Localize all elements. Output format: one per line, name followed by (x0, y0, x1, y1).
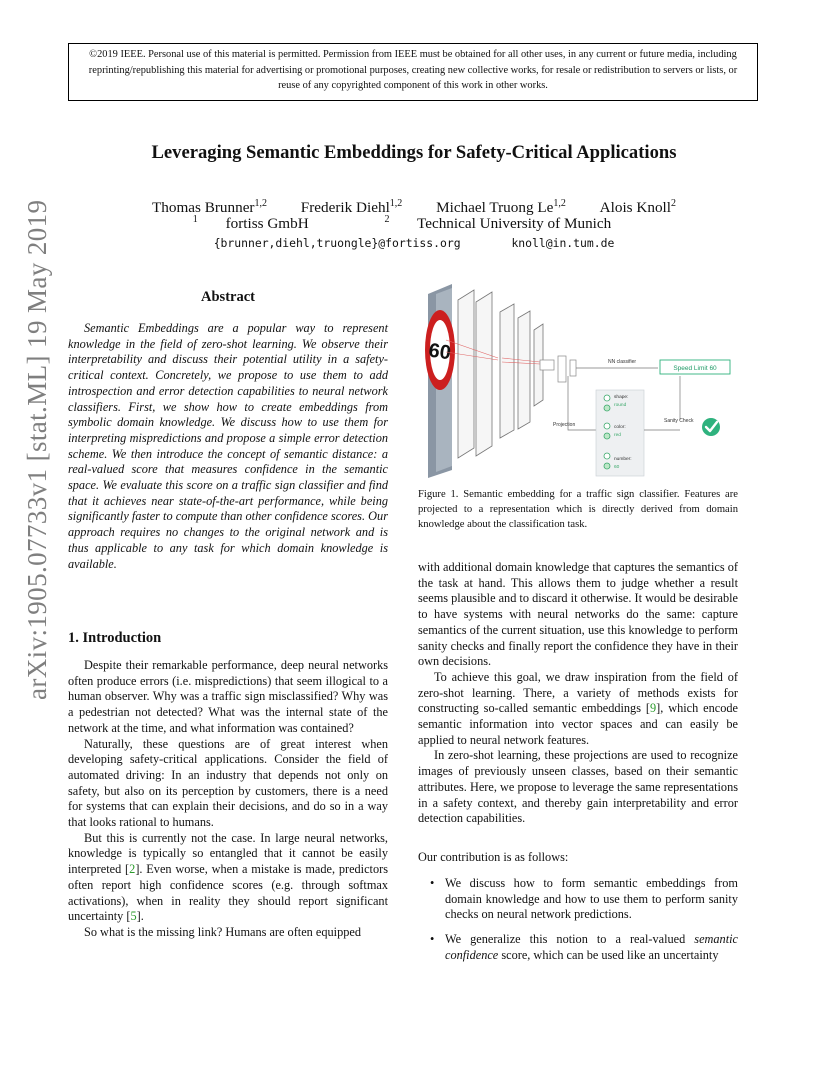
emails (0, 236, 828, 250)
author: Michael Truong Le$^{1,2}$ (436, 198, 566, 217)
paragraph: Despite their remarkable performance, deep neural networks often produce errors (i.e. mispredictions) that seem illogical to a human observer. Why was a traffic sign misclassified? Why was a pedestrian not detected? What was the internal state of the network at the time, and what information was contained? (68, 658, 388, 735)
figure-caption: Figure 1. Semantic embedding for a traffic sign classifier. Features are projected to a representation which is directly derived from domain knowledge about the classification task. (418, 489, 738, 530)
attr-value: round (614, 403, 627, 408)
attr-key: color: (614, 425, 626, 430)
figure-1-diagram (418, 280, 738, 480)
introduction (68, 658, 388, 941)
copyright-notice: ©2019 IEEE. Personal use of this material is permitted. Permission from IEEE must be obtained for all other uses, in any current or future media, including reprinting/republishing this material for advertising or promotional purposes, creating new collective works, for resale or redistribution to servers or lists, or reuse of any copyrighted component of this work in other works. (68, 43, 758, 101)
attr-value: 60 (614, 465, 620, 470)
attr-key: number: (614, 457, 632, 462)
abstract-text: Semantic Embeddings are a popular way to represent knowledge in the field of zero-shot learning. We observe their interpretability and discuss their potential utility in a safety-critical context. Concretely, we propose to use them to add introspection and error detection capabilities to neural network classifiers. First, we show how to create embeddings from symbolic domain knowledge. We discuss how to use them for interpreting mispredictions and propose a simple error detection scheme. We then introduce the concept of semantic distance: a real-valued score that measures confidence in the semantic space. We evaluate this score on a traffic sign classifier and find that it achieves near state-of-the-art performance, while being significantly faster to compute than other confidence scores. Our approach requires no changes to the original network and is thus applicable to any task for which domain knowledge is available. (68, 321, 388, 571)
paragraph: To achieve this goal, we draw inspiration from the field of zero-shot learning. There, a variety of methods exists for constructing so-called semantic embeddings [9], which encode semantic information into vector spaces and can easily be applied to neural network features. (418, 669, 738, 747)
paper-title: Leveraging Semantic Embeddings for Safety-Critical Applications (151, 142, 677, 163)
author: Alois Knoll$^2$ (599, 198, 676, 217)
bullet-icon: • (430, 876, 435, 890)
attr-key: shape: (614, 395, 629, 400)
affiliation: $^1$ fortiss GmbH (192, 214, 309, 233)
conv-layers (458, 290, 543, 458)
author: Frederik Diehl$^{1,2}$ (300, 198, 403, 217)
fc-layer (540, 356, 576, 382)
citation-link[interactable]: 9 (650, 701, 657, 716)
paragraph: So what is the missing link? Humans are often equipped (84, 924, 361, 939)
citation-link[interactable]: 2 (129, 862, 136, 877)
email: {brunner,diehl,truongle}@fortiss.org (213, 236, 461, 250)
contribution-list (418, 876, 738, 973)
author: Thomas Brunner$^{1,2}$ (152, 198, 267, 217)
paragraph: But this is currently not the case. In large neural networks, knowledge is typically so entangled that it cannot be easily interpreted [2]. Even worse, when a mistake is made, predictors often report high confidence scores (e.g. through softmax activations), when in reality they should report significant uncertainty [5]. (68, 830, 388, 924)
arxiv-identifier: arXiv:1905.07733v1 [stat.ML] 19 May 2019 (22, 199, 52, 700)
contribution-intro: Our contribution is as follows: (418, 850, 569, 864)
bullet-icon: • (430, 932, 435, 947)
citation-link[interactable]: 5 (130, 909, 137, 924)
abstract (68, 321, 388, 572)
paragraph: with additional domain knowledge that captures the semantics of the task at hand. This allows them to judge whether a result seems plausible and to discard it otherwise. It would be desirable to have systems with neural networks do the same: capture semantics of the current situation, use this knowledge to perform sanity checks and finally report the confidence they have in their own decisions. (418, 560, 738, 669)
list-item: • We generalize this notion to a real-valued semantic confidence score, which can be used like an uncertainty (430, 932, 738, 962)
abstract-heading: Abstract (201, 289, 255, 305)
check-icon (702, 418, 720, 436)
list-item: • We discuss how to form semantic embeddings from domain knowledge and how to use them to perform sanity checks on neural network predictions. (430, 876, 738, 922)
affiliation: $^2$ Technical University of Munich (384, 214, 612, 233)
projection-label: Projection (553, 422, 576, 428)
email: knoll@in.tum.de (511, 236, 615, 250)
output-label: Speed Limit 60 (673, 365, 717, 372)
paragraph: In zero-shot learning, these projections are used to recognize images of previously unseen classes, based on their semantic attributes. Here, we propose to leverage the same representations in a safety context, and thereby gain interpretability and error detection capabilities. (418, 748, 738, 826)
sign-number: 60 (427, 339, 453, 365)
sanity-check-label: Sanity Check (664, 418, 694, 424)
attr-value: red (614, 433, 621, 438)
intro-heading: 1. Introduction (68, 630, 162, 646)
right-column-text (418, 560, 738, 827)
affiliations (0, 214, 828, 233)
nn-classifier-label: NN classifier (608, 359, 637, 365)
paragraph: Naturally, these questions are of great interest when developing safety-critical applications. Consider the field of automated driving: In an industry that depends not only on safety, but also on its perception by customers, there is a need for systems that can explain their decisions, and do so in a way that looks rational to humans. (68, 736, 388, 830)
